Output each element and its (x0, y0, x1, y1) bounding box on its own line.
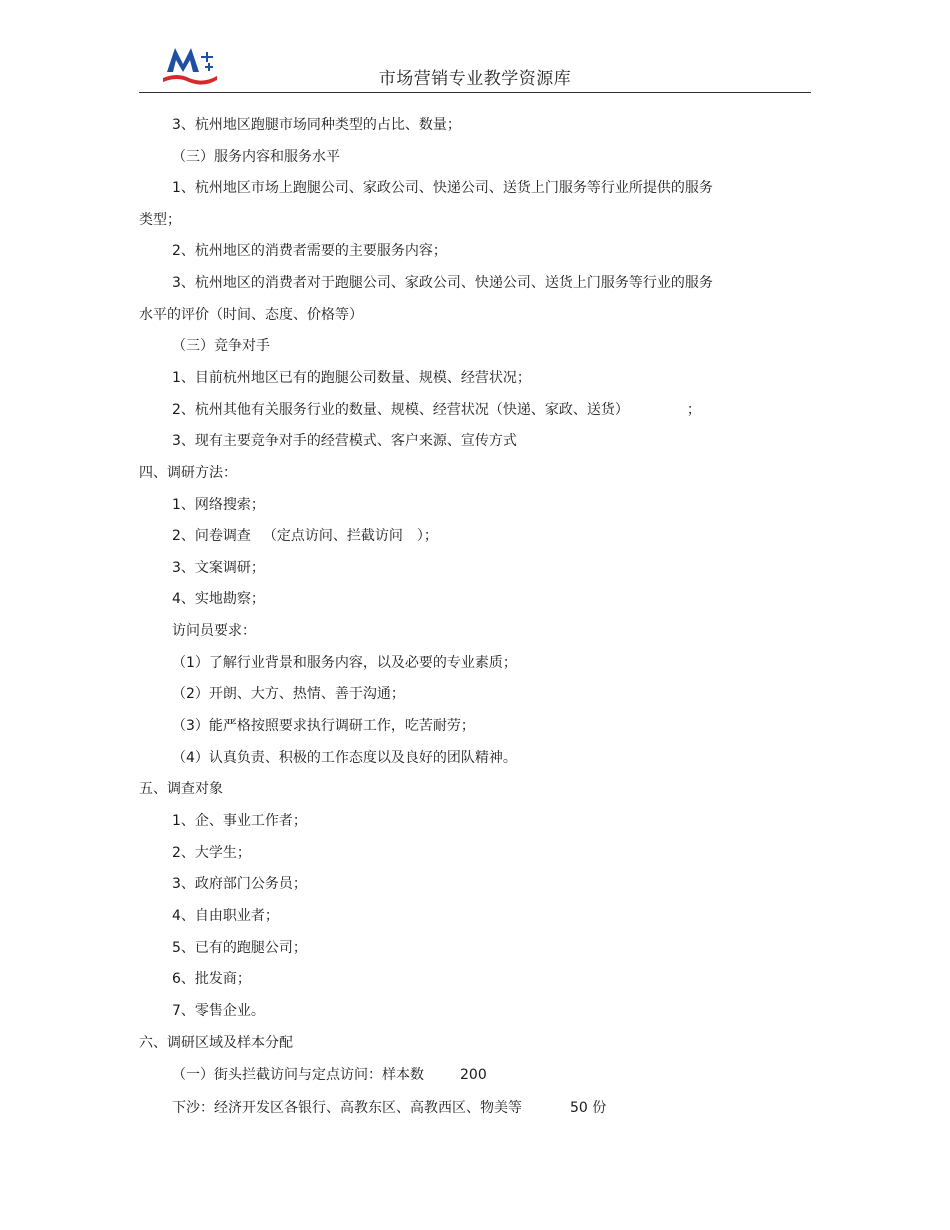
page-header (139, 38, 811, 93)
list-item: 4、自由职业者； (172, 908, 279, 924)
text-segment: 定点访问、拦截访问 (276, 528, 403, 544)
list-item: 6、批发商； (172, 971, 251, 987)
section-heading: （三）服务内容和服务水平 (172, 149, 340, 165)
list-item: （2）开朗、大方、热情、善于沟通； (172, 686, 405, 702)
list-item: （3）能严格按照要求执行调研工作，吃苦耐劳； (172, 718, 475, 734)
text-segment: 2、杭州其他有关服务行业的数量、规模、经营状况（快递、家政、送货） (172, 402, 629, 418)
sample-count: 50 份 (570, 1100, 607, 1116)
text-line: 3、杭州地区跑腿市场同种类型的占比、数量； (172, 117, 461, 133)
list-item: 7、零售企业。 (172, 1003, 265, 1019)
subheading: 访问员要求： (172, 623, 256, 639)
text-segment: ）； (416, 528, 438, 544)
text-line: 2、杭州地区的消费者需要的主要服务内容； (172, 243, 447, 259)
text-segment: 下沙：经济开发区各银行、高教东区、高教西区、物美等 (172, 1100, 522, 1116)
list-item: 2、大学生； (172, 845, 251, 861)
text-segment: 2、问卷调查 (172, 528, 251, 544)
section-heading: 四、调研方法： (139, 465, 237, 481)
text-line: 水平的评价（时间、态度、价格等） (139, 307, 363, 323)
list-item: （1）了解行业背景和服务内容，以及必要的专业素质； (172, 655, 517, 671)
list-item: 3、文案调研； (172, 560, 265, 576)
text-line: 3、杭州地区的消费者对于跑腿公司、家政公司、快递公司、送货上门服务等行业的服务 (172, 275, 713, 291)
list-item: 1、网络搜索； (172, 497, 265, 513)
text-segment: （一）街头拦截访问与定点访问：样本数 (172, 1067, 424, 1083)
header-title: 市场营销专业教学资源库 (378, 69, 572, 89)
list-item (172, 527, 438, 545)
list-item: 5、已有的跑腿公司； (172, 940, 307, 956)
list-item: 1、企、事业工作者； (172, 813, 307, 829)
list-item: （4）认真负责、积极的工作态度以及良好的团队精神。 (172, 750, 517, 766)
list-item: 3、政府部门公务员； (172, 876, 307, 892)
text-line (172, 401, 701, 419)
text-segment: （ (262, 528, 277, 544)
section-heading: 六、调研区域及样本分配 (139, 1035, 293, 1051)
sample-count: 200 (460, 1067, 487, 1083)
list-item: 4、实地勘察； (172, 591, 265, 607)
text-line (172, 1066, 487, 1084)
text-line: 3、现有主要竞争对手的经营模式、客户来源、宣传方式 (172, 433, 517, 449)
section-heading: 五、调查对象 (139, 781, 223, 797)
text-segment: ； (686, 402, 701, 418)
text-line (172, 1099, 606, 1117)
text-line: 类型； (139, 212, 181, 228)
text-line: 1、目前杭州地区已有的跑腿公司数量、规模、经营状况； (172, 370, 531, 386)
section-heading: （三）竞争对手 (172, 338, 270, 354)
text-line: 1、杭州地区市场上跑腿公司、家政公司、快递公司、送货上门服务等行业所提供的服务 (172, 180, 713, 196)
